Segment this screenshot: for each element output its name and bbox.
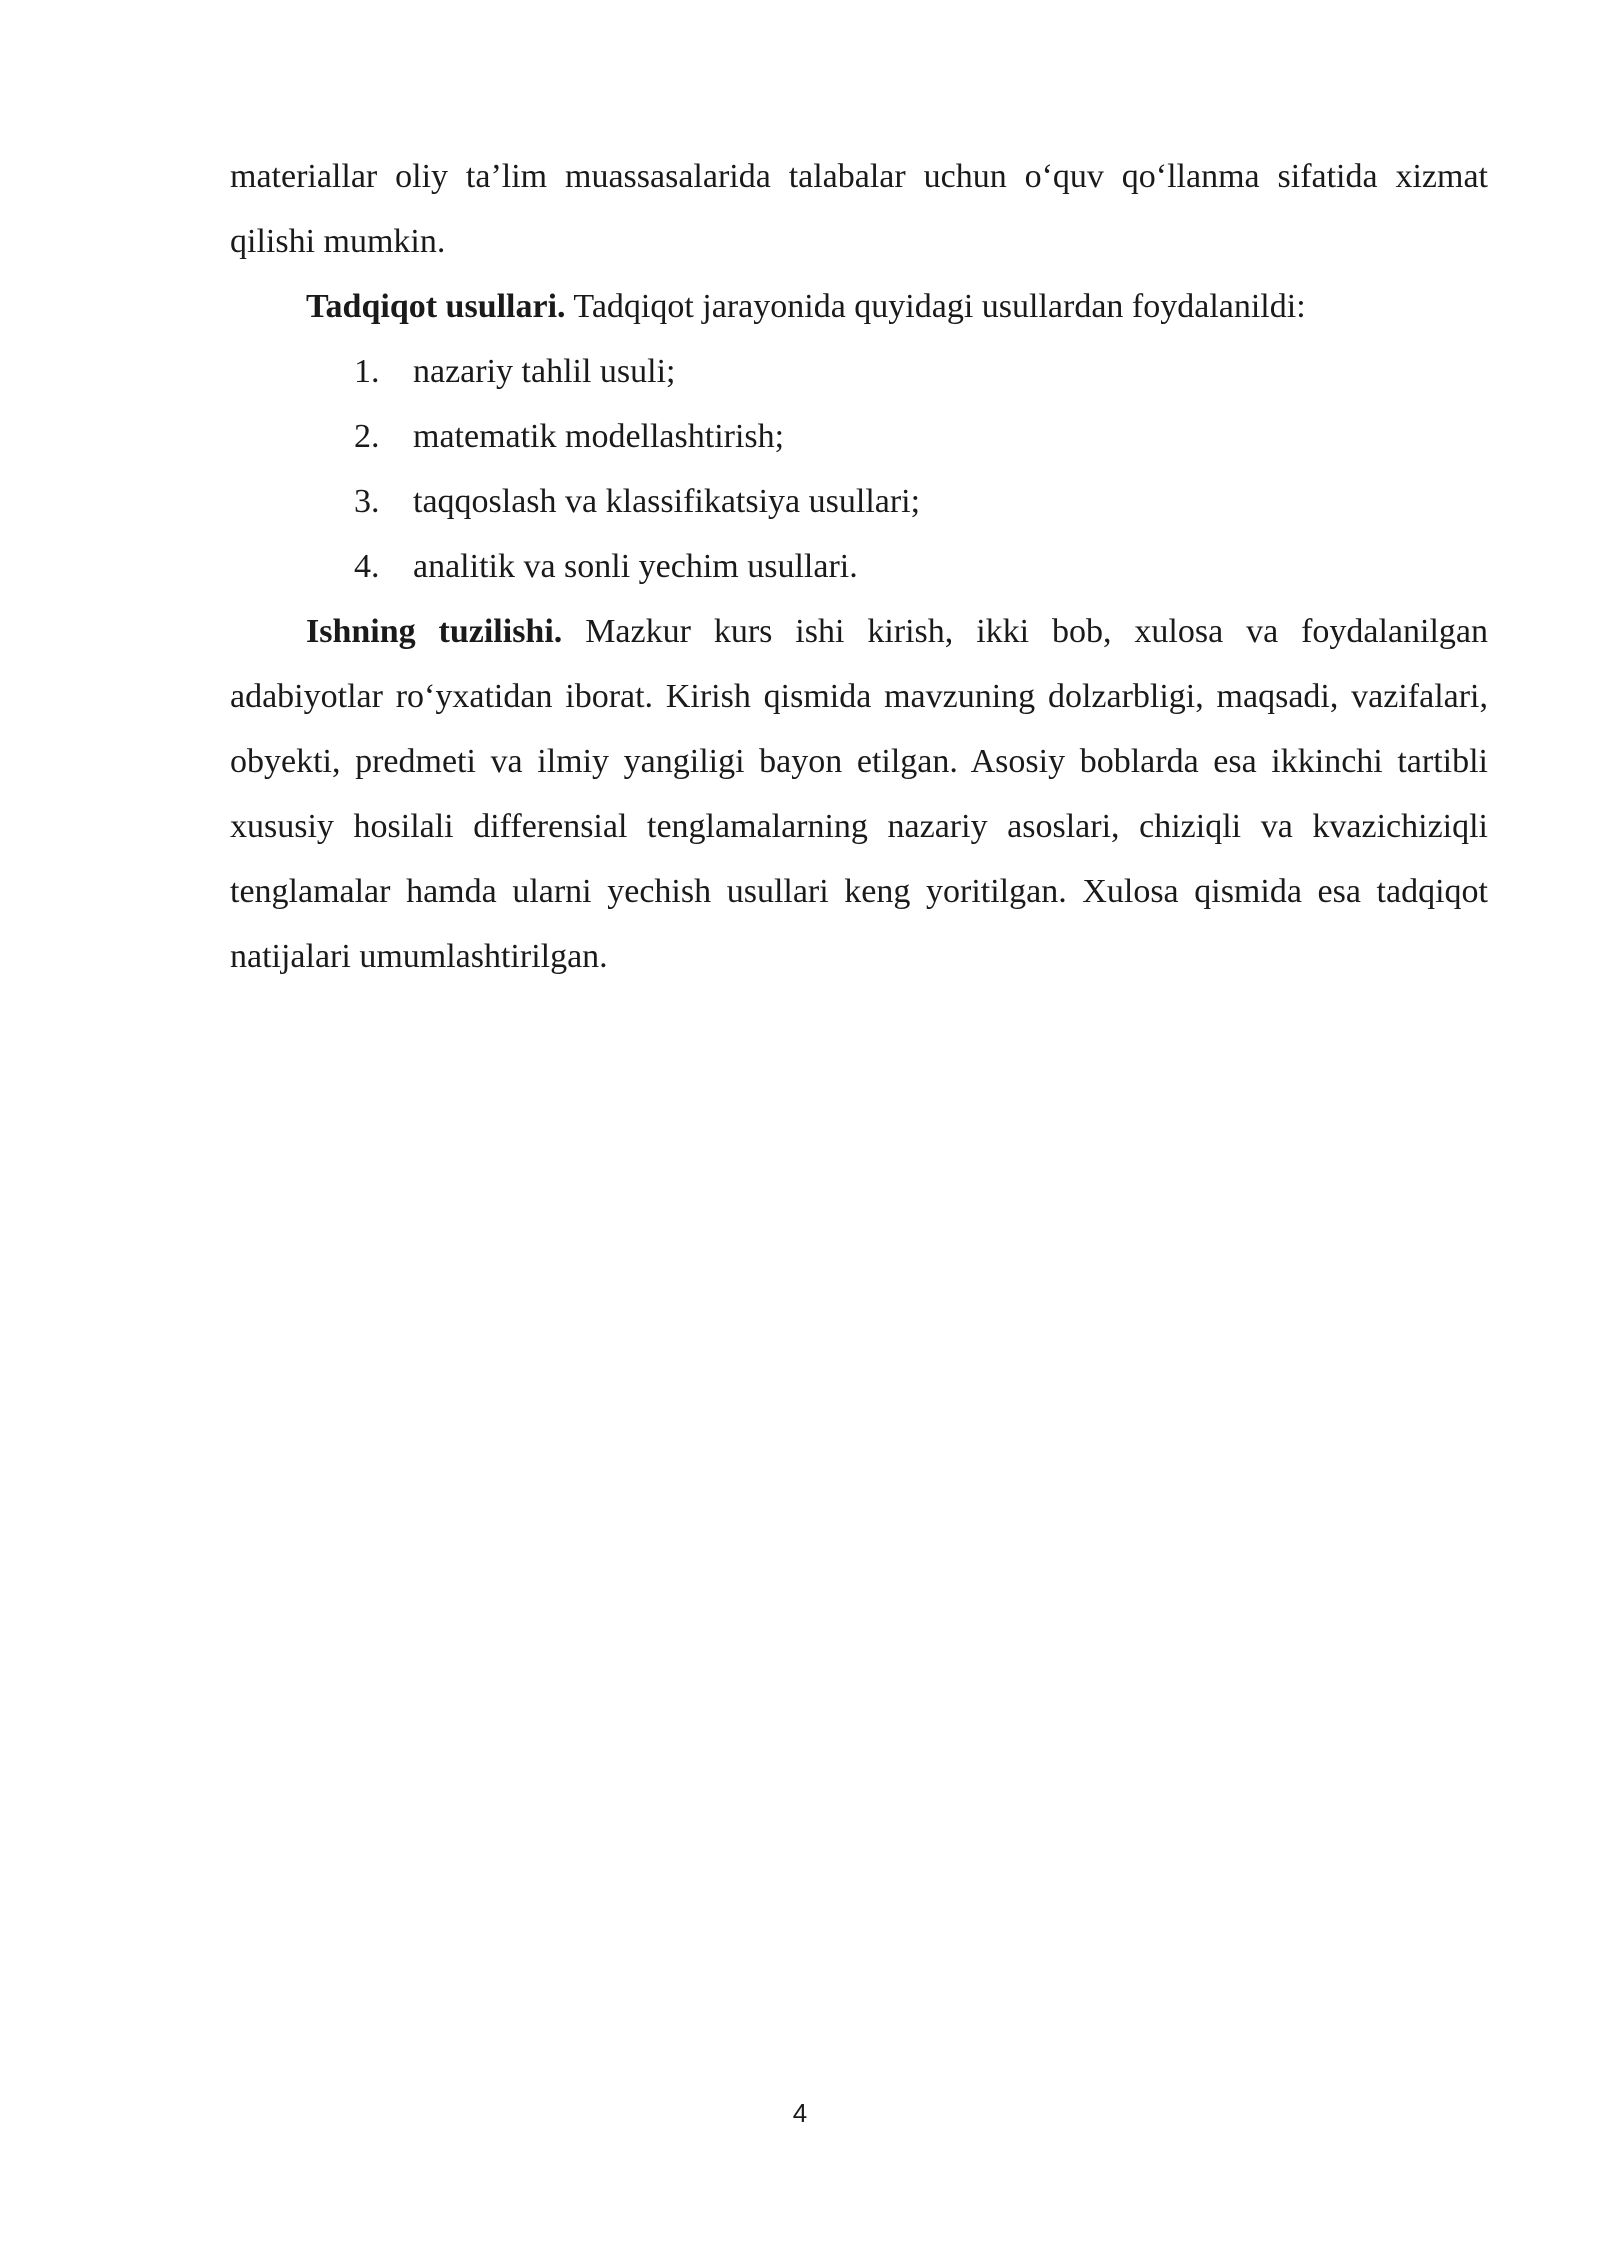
list-item-text: taqqoslash va klassifikatsiya usullari; — [413, 483, 921, 520]
methods-intro-text: Tadqiqot jarayonida quyidagi usullardan foydalanildi: — [565, 288, 1306, 325]
list-item — [230, 404, 1488, 469]
list-item-number: 3. — [354, 483, 380, 520]
methods-heading: Tadqiqot usullari. — [306, 288, 566, 325]
list-item — [230, 339, 1488, 404]
list-item-text: analitik va sonli yechim usullari. — [413, 548, 858, 585]
list-item — [230, 534, 1488, 599]
list-item — [230, 469, 1488, 534]
structure-paragraph — [230, 599, 1488, 989]
structure-text: Mazkur kurs ishi kirish, ikki bob, xulosa va foydalanilgan adabiyotlar ro‘yxatidan iborat. Kirish qismida mavzuning dolzarbligi, maqsadi, vazifalari, obyekti, predmeti va ilmiy yangiligi bayon etilgan. Asosiy boblarda esa ikkinchi tartibli xususiy hosilali differensial tenglamalarning nazariy asoslari, chiziqli va kvazichiziqli tenglamalar hamda ularni yechish usullari keng yoritilgan. Xulosa qismida esa tadqiqot natijalari umumlashtirilgan. — [230, 613, 1488, 975]
page-number: 4 — [792, 2098, 808, 2128]
list-item-number: 1. — [354, 353, 380, 390]
list-item-text: nazariy tahlil usuli; — [413, 353, 676, 390]
list-item-number: 4. — [354, 548, 380, 585]
methods-list — [230, 339, 1488, 599]
body-text — [230, 144, 1488, 989]
structure-heading: Ishning tuzilishi. — [306, 613, 563, 650]
list-item-text: matematik modellashtirish; — [413, 418, 785, 455]
continued-paragraph — [230, 144, 1488, 274]
continued-paragraph-text: materiallar oliy ta’lim muassasalarida talabalar uchun o‘quv qo‘llanma sifatida xizmat qilishi mumkin. — [230, 158, 1488, 260]
methods-paragraph — [230, 274, 1488, 339]
list-item-number: 2. — [354, 418, 380, 455]
